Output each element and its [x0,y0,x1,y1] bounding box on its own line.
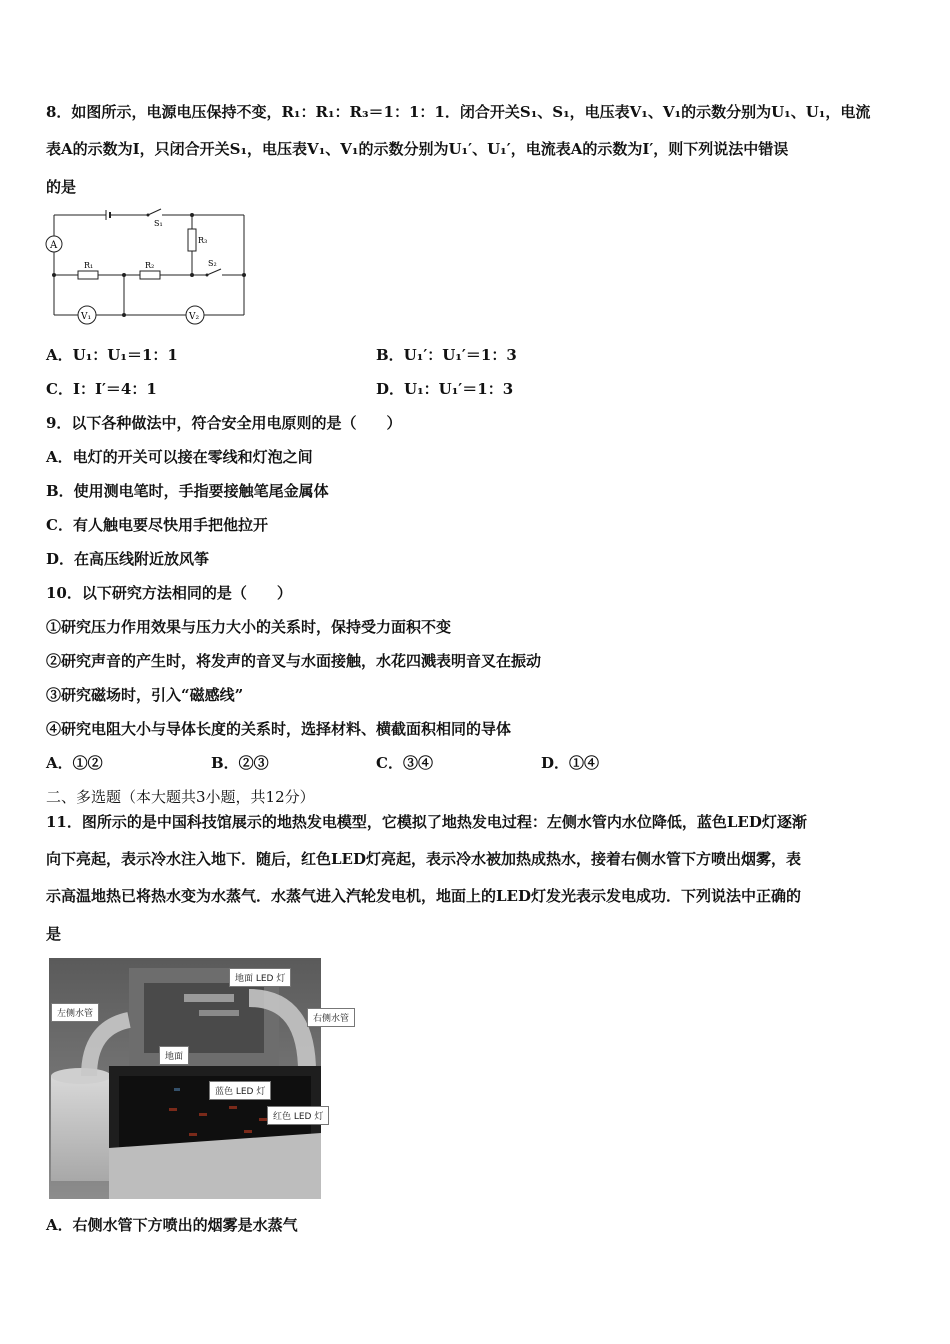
q10-stem: 10．以下研究方法相同的是（ ） [46,584,292,602]
label-r2: R₂ [145,261,155,270]
q9-option-b: B．使用测电笔时，手指要接触笔尾金属体 [46,482,329,500]
q10-item-3: ③研究磁场时，引入“磁感线” [46,686,244,704]
label-s1: S₁ [154,219,163,228]
q8-option-c: C．I：I′＝4：1 [46,380,157,398]
q8-circuit-diagram [44,205,250,330]
label-right-pipe: 右侧水管 [307,1008,355,1027]
label-ground: 地面 [159,1046,189,1065]
ammeter-label: A [50,240,58,251]
switch-s2 [207,269,221,275]
section-heading: 二、多选题（本大题共3小题，共12分） [46,788,315,806]
q10-option-b: B．②③ [211,754,269,772]
q9-option-c: C．有人触电要尽快用手把他拉开 [46,516,268,534]
switch-s1 [148,209,161,215]
q10-item-2: ②研究声音的产生时，将发声的音叉与水面接触，水花四溅表明音叉在振动 [46,652,542,670]
q11-option-a: A．右侧水管下方喷出的烟雾是水蒸气 [46,1216,298,1234]
q9-option-a: A．电灯的开关可以接在零线和灯泡之间 [46,448,313,466]
q8-stem-line2: 表A的示数为I，只闭合开关S₁，电压表V₁、V₁的示数分别为U₁′、U₁′，电流表A的示数为I′，则下列说法中错误 [46,140,789,158]
label-v2: V₂ [189,312,200,322]
q11-stem-line2: 向下亮起，表示冷水注入地下．随后，红色LED灯亮起，表示冷水被加热成热水，接着右侧水管下方喷出烟雾，表 [46,850,801,868]
q8-option-b: B．U₁′：U₁′＝1：3 [376,346,517,364]
q10-option-a: A．①② [46,754,103,772]
q10-option-c: C．③④ [376,754,433,772]
q9-stem: 9．以下各种做法中，符合安全用电原则的是（ ） [46,414,402,432]
q10-option-d: D．①④ [541,754,600,772]
label-s2: S₂ [208,259,217,268]
q8-option-d: D．U₁：U₁′＝1：3 [376,380,514,398]
q10-item-1: ①研究压力作用效果与压力大小的关系时，保持受力面积不变 [46,618,452,636]
label-blue-led: 蓝色 LED 灯 [209,1081,271,1100]
label-ground-led: 地面 LED 灯 [229,968,291,987]
label-r3: R₃ [198,236,208,245]
q10-item-4: ④研究电阻大小与导体长度的关系时，选择材料、横截面积相同的导体 [46,720,512,738]
q9-option-d: D．在高压线附近放风筝 [46,550,210,568]
label-left-pipe: 左侧水管 [51,1003,99,1022]
q11-stem-line3: 示高温地热已将热水变为水蒸气．水蒸气进入汽轮发电机，地面上的LED灯发光表示发电成功．下列说法中正确的 [46,887,801,905]
q8-stem-line3: 的是 [46,178,77,196]
q8-option-a: A．U₁：U₁＝1：1 [46,346,178,364]
q11-photo [49,958,350,1199]
q8-stem-line1: 8．如图所示，电源电压保持不变，R₁：R₁：R₃＝1：1：1．闭合开关S₁、S₁，电压表V₁、V₁的示数分别为U₁、U₁，电流 [46,103,871,121]
q11-stem-line1: 11．图所示的是中国科技馆展示的地热发电模型，它模拟了地热发电过程：左侧水管内水位降低，蓝色LED灯逐渐 [46,813,807,831]
q11-stem-line4: 是 [46,925,62,943]
label-r1: R₁ [84,261,94,270]
label-v1: V₁ [81,312,92,322]
label-red-led: 红色 LED 灯 [267,1106,329,1125]
